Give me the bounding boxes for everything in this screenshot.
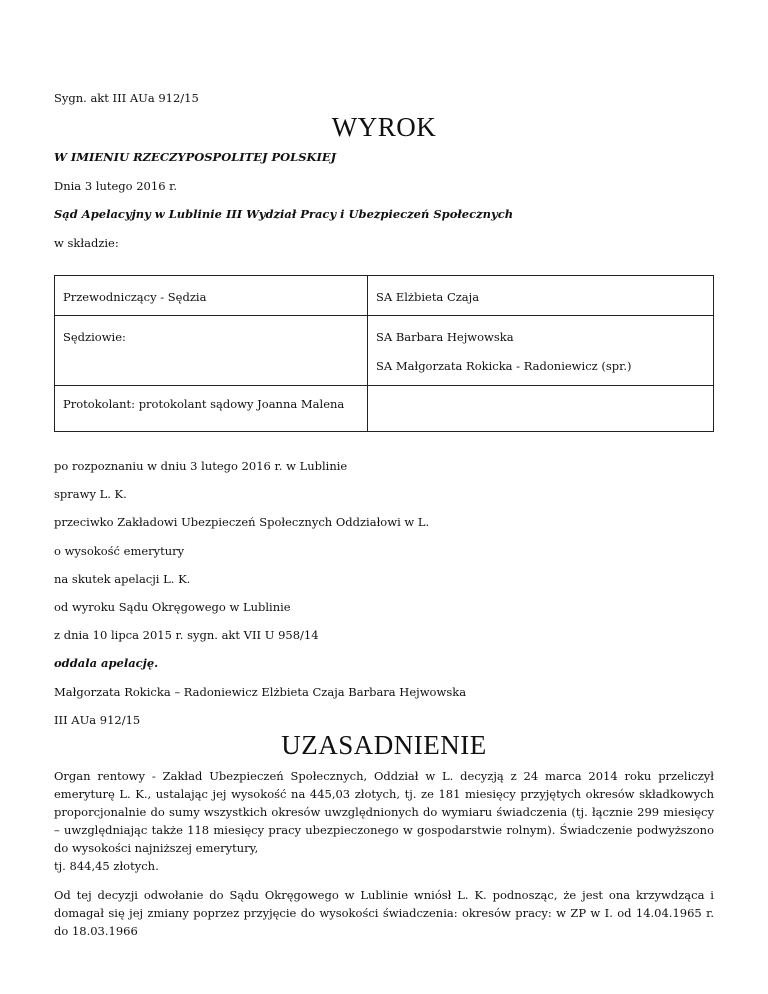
justification-paragraph	[54, 767, 714, 875]
table-row	[55, 386, 714, 432]
judge-name: SA Barbara Hejwowska	[376, 330, 514, 344]
body-line: na skutek apelacji L. K.	[54, 572, 191, 586]
justification-title: UZASADNIENIE	[281, 730, 487, 760]
subtitle: W IMIENIU RZECZYPOSPOLITEJ POLSKIEJ	[54, 150, 337, 164]
chair-label: Przewodniczący - Sędzia	[55, 276, 368, 316]
court-name: Sąd Apelacyjny w Lublinie III Wydział Pracy i Ubezpieczeń Społecznych	[54, 207, 514, 221]
court-panel-table	[54, 275, 714, 432]
page-title: WYROK	[331, 112, 437, 142]
clerk-label: Protokolant: protokolant sądowy Joanna Malena	[55, 386, 368, 432]
composition-label: w składzie:	[54, 236, 119, 250]
judge-name: SA Małgorzata Rokicka - Radoniewicz (spr.)	[376, 359, 632, 373]
table-row	[55, 316, 714, 386]
judges-label: Sędziowie:	[55, 316, 368, 386]
empty-cell	[368, 386, 714, 432]
body-line: przeciwko Zakładowi Ubezpieczeń Społecznych Oddziałowi w L.	[54, 515, 430, 529]
case-number: Sygn. akt III AUa 912/15	[54, 91, 199, 105]
body-line: po rozpoznaniu w dniu 3 lutego 2016 r. w Lublinie	[54, 459, 348, 473]
body-line: z dnia 10 lipca 2015 r. sygn. akt VII U 958/14	[54, 628, 319, 642]
body-line: sprawy L. K.	[54, 487, 127, 501]
judges-cell	[368, 316, 714, 386]
justification-paragraph: Od tej decyzji odwołanie do Sądu Okręgowego w Lublinie wniósł L. K. podnosząc, że jest ona krzywdząca i domagał się jej zmiany poprzez przyjęcie do wysokości świadczenia: okresów pracy: w ZP w I. od 14.04.1965 r. do 18.03.1966	[54, 888, 714, 938]
table-row	[55, 276, 714, 316]
signatures: Małgorzata Rokicka – Radoniewicz Elżbieta Czaja Barbara Hejwowska	[54, 685, 467, 699]
body-line: od wyroku Sądu Okręgowego w Lublinie	[54, 600, 291, 614]
case-number-2: III AUa 912/15	[54, 713, 141, 727]
paragraph-text: tj. 844,45 złotych.	[54, 859, 159, 873]
paragraph-text: Organ rentowy - Zakład Ubezpieczeń Społecznych, Oddział w L. decyzją z 24 marca 2014 roku przeliczył emeryturę L. K., ustalając jej wysokość na 445,03 złotych, tj. ze 181 miesięcy przyjętych okresów składkowych proporcjonalnie do sumy wszystkich okresów uwzględnionych do wymiaru świadczenia (tj. łącznie 299 miesięcy – uwzględniając także 118 miesięcy pracy ubezpieczonego w gospodarstwie rolnym). Świadczenie podwyższono do wysokości najniższej emerytury,	[54, 769, 714, 855]
body-line: o wysokość emerytury	[54, 544, 185, 558]
chair-name: SA Elżbieta Czaja	[368, 276, 714, 316]
judgment-date: Dnia 3 lutego 2016 r.	[54, 179, 178, 193]
verdict: oddala apelację.	[54, 656, 159, 670]
